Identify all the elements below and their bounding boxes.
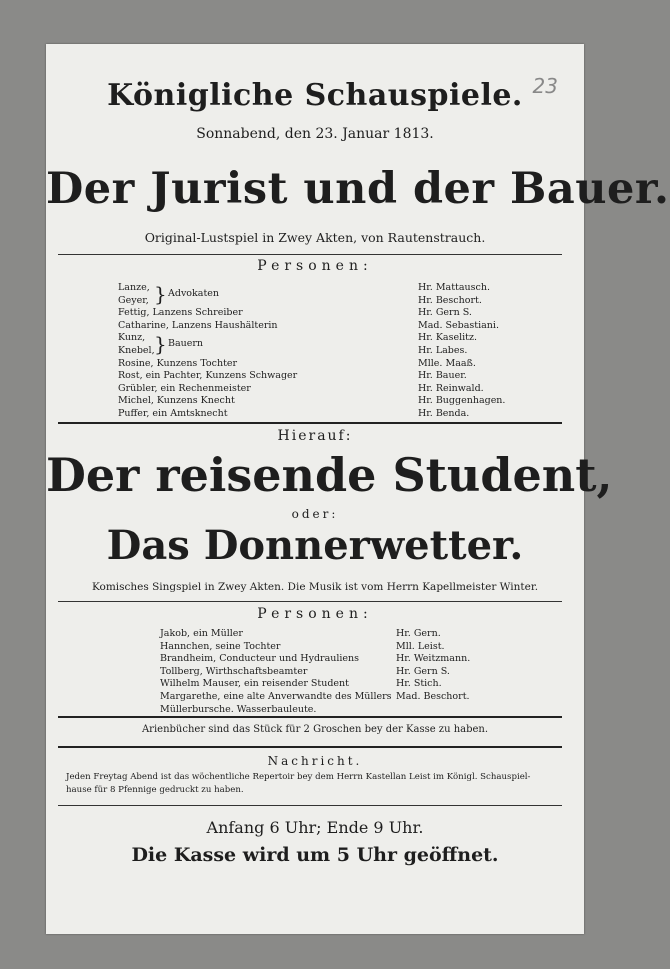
divider-thick bbox=[58, 746, 562, 748]
nachricht-line2: hause für 8 Pfennige gedruckt zu haben. bbox=[66, 785, 244, 795]
divider bbox=[58, 601, 562, 602]
role: Margarethe, eine alte Anverwandte des Müllers bbox=[160, 690, 392, 702]
role: Grübler, ein Rechenmeister bbox=[118, 382, 251, 394]
actor: Hr. Gern S. bbox=[418, 307, 472, 319]
role: Rost, ein Pachter, Kunzens Schwager bbox=[118, 370, 298, 382]
divider-thick bbox=[58, 716, 562, 718]
play2-roles bbox=[160, 628, 392, 716]
role: Tollberg, Wirthschaftsbeamter bbox=[160, 665, 308, 677]
actor: Hr. Buggenhagen. bbox=[418, 395, 506, 407]
actor: Hr. Stich. bbox=[396, 678, 442, 690]
play1-roles bbox=[118, 282, 297, 421]
play1-subtitle: Original-Lustspiel in Zwey Akten, von Rautenstrauch. bbox=[144, 230, 486, 245]
actor: Hr. Beschort. bbox=[418, 294, 482, 306]
actor: Mll. Leist. bbox=[396, 640, 445, 652]
libretto-note: Arienbücher sind das Stück für 2 Groschen bey der Kasse zu haben. bbox=[141, 724, 489, 735]
actor: Hr. Bauer. bbox=[418, 370, 467, 382]
role: Rosine, Kunzens Tochter bbox=[118, 357, 238, 369]
role: Puffer, ein Amtsknecht bbox=[118, 407, 228, 419]
role: Knebel, bbox=[118, 344, 155, 356]
actor: Hr. Reinwald. bbox=[418, 382, 484, 394]
actor: Mad. Beschort. bbox=[396, 690, 470, 702]
divider bbox=[58, 254, 562, 255]
role: Jakob, ein Müller bbox=[160, 628, 243, 639]
actor: Mlle. Maaß. bbox=[418, 357, 476, 369]
role: Müllerbursche. Wasserbauleute. bbox=[160, 703, 317, 715]
performance-date: Sonnabend, den 23. Januar 1813. bbox=[196, 126, 434, 142]
theatre-heading: Königliche Schauspiele. bbox=[107, 78, 523, 113]
divider-thick bbox=[58, 422, 562, 424]
actor: Hr. Gern. bbox=[396, 628, 441, 639]
play2-subtitle: Komisches Singspiel in Zwey Akten. Die Musik ist vom Herrn Kapellmeister Winter. bbox=[91, 581, 539, 593]
play2-title2: Das Donnerwetter. bbox=[106, 522, 524, 569]
role: Wilhelm Mauser, ein reisender Student bbox=[160, 678, 349, 690]
role: Brandheim, Conducteur und Hydrauliens bbox=[160, 653, 360, 665]
actor: Hr. Labes. bbox=[418, 344, 468, 356]
hierauf-label: Hierauf: bbox=[277, 428, 353, 444]
brace-mark: } bbox=[154, 332, 167, 356]
nachricht-line1: Jeden Freytag Abend ist das wöchentliche Repertoir bey dem Herrn Kastellan Leist im Königl. Schauspiel- bbox=[66, 772, 531, 782]
brace-label-advokaten: Advokaten bbox=[168, 288, 220, 299]
start-end-times: Anfang 6 Uhr; Ende 9 Uhr. bbox=[206, 818, 424, 837]
actor: Hr. Kaselitz. bbox=[418, 332, 477, 344]
play2-oder: oder: bbox=[291, 507, 339, 521]
play2-title: Der reisende Student, bbox=[46, 448, 613, 502]
brace-label-bauern: Bauern bbox=[168, 338, 204, 349]
play2-actors bbox=[396, 628, 470, 704]
role: Catharine, Lanzens Haushälterin bbox=[118, 319, 278, 331]
role: Lanze, bbox=[118, 282, 150, 293]
role: Michel, Kunzens Knecht bbox=[118, 395, 235, 407]
play1-actors bbox=[418, 282, 505, 421]
actor: Mad. Sebastiani. bbox=[418, 319, 499, 331]
role: Fettig, Lanzens Schreiber bbox=[118, 307, 243, 319]
divider bbox=[58, 805, 562, 806]
handwritten-number: 23 bbox=[532, 74, 558, 98]
actor: Hr. Mattausch. bbox=[418, 282, 490, 293]
actor: Hr. Gern S. bbox=[396, 665, 450, 677]
brace-mark: } bbox=[154, 282, 167, 306]
role: Kunz, bbox=[118, 332, 146, 344]
playbill-sheet bbox=[46, 44, 670, 934]
role: Hannchen, seine Tochter bbox=[160, 640, 281, 652]
play2-personen-heading: Personen: bbox=[257, 606, 373, 622]
play1-personen-heading: Personen: bbox=[257, 258, 373, 274]
role: Geyer, bbox=[118, 294, 149, 306]
actor: Hr. Weitzmann. bbox=[396, 653, 471, 665]
play1-title: Der Jurist und der Bauer. bbox=[46, 164, 670, 214]
actor: Hr. Benda. bbox=[418, 407, 470, 419]
nachricht-heading: Nachricht. bbox=[267, 754, 363, 768]
box-office-opening: Die Kasse wird um 5 Uhr geöffnet. bbox=[131, 844, 499, 866]
